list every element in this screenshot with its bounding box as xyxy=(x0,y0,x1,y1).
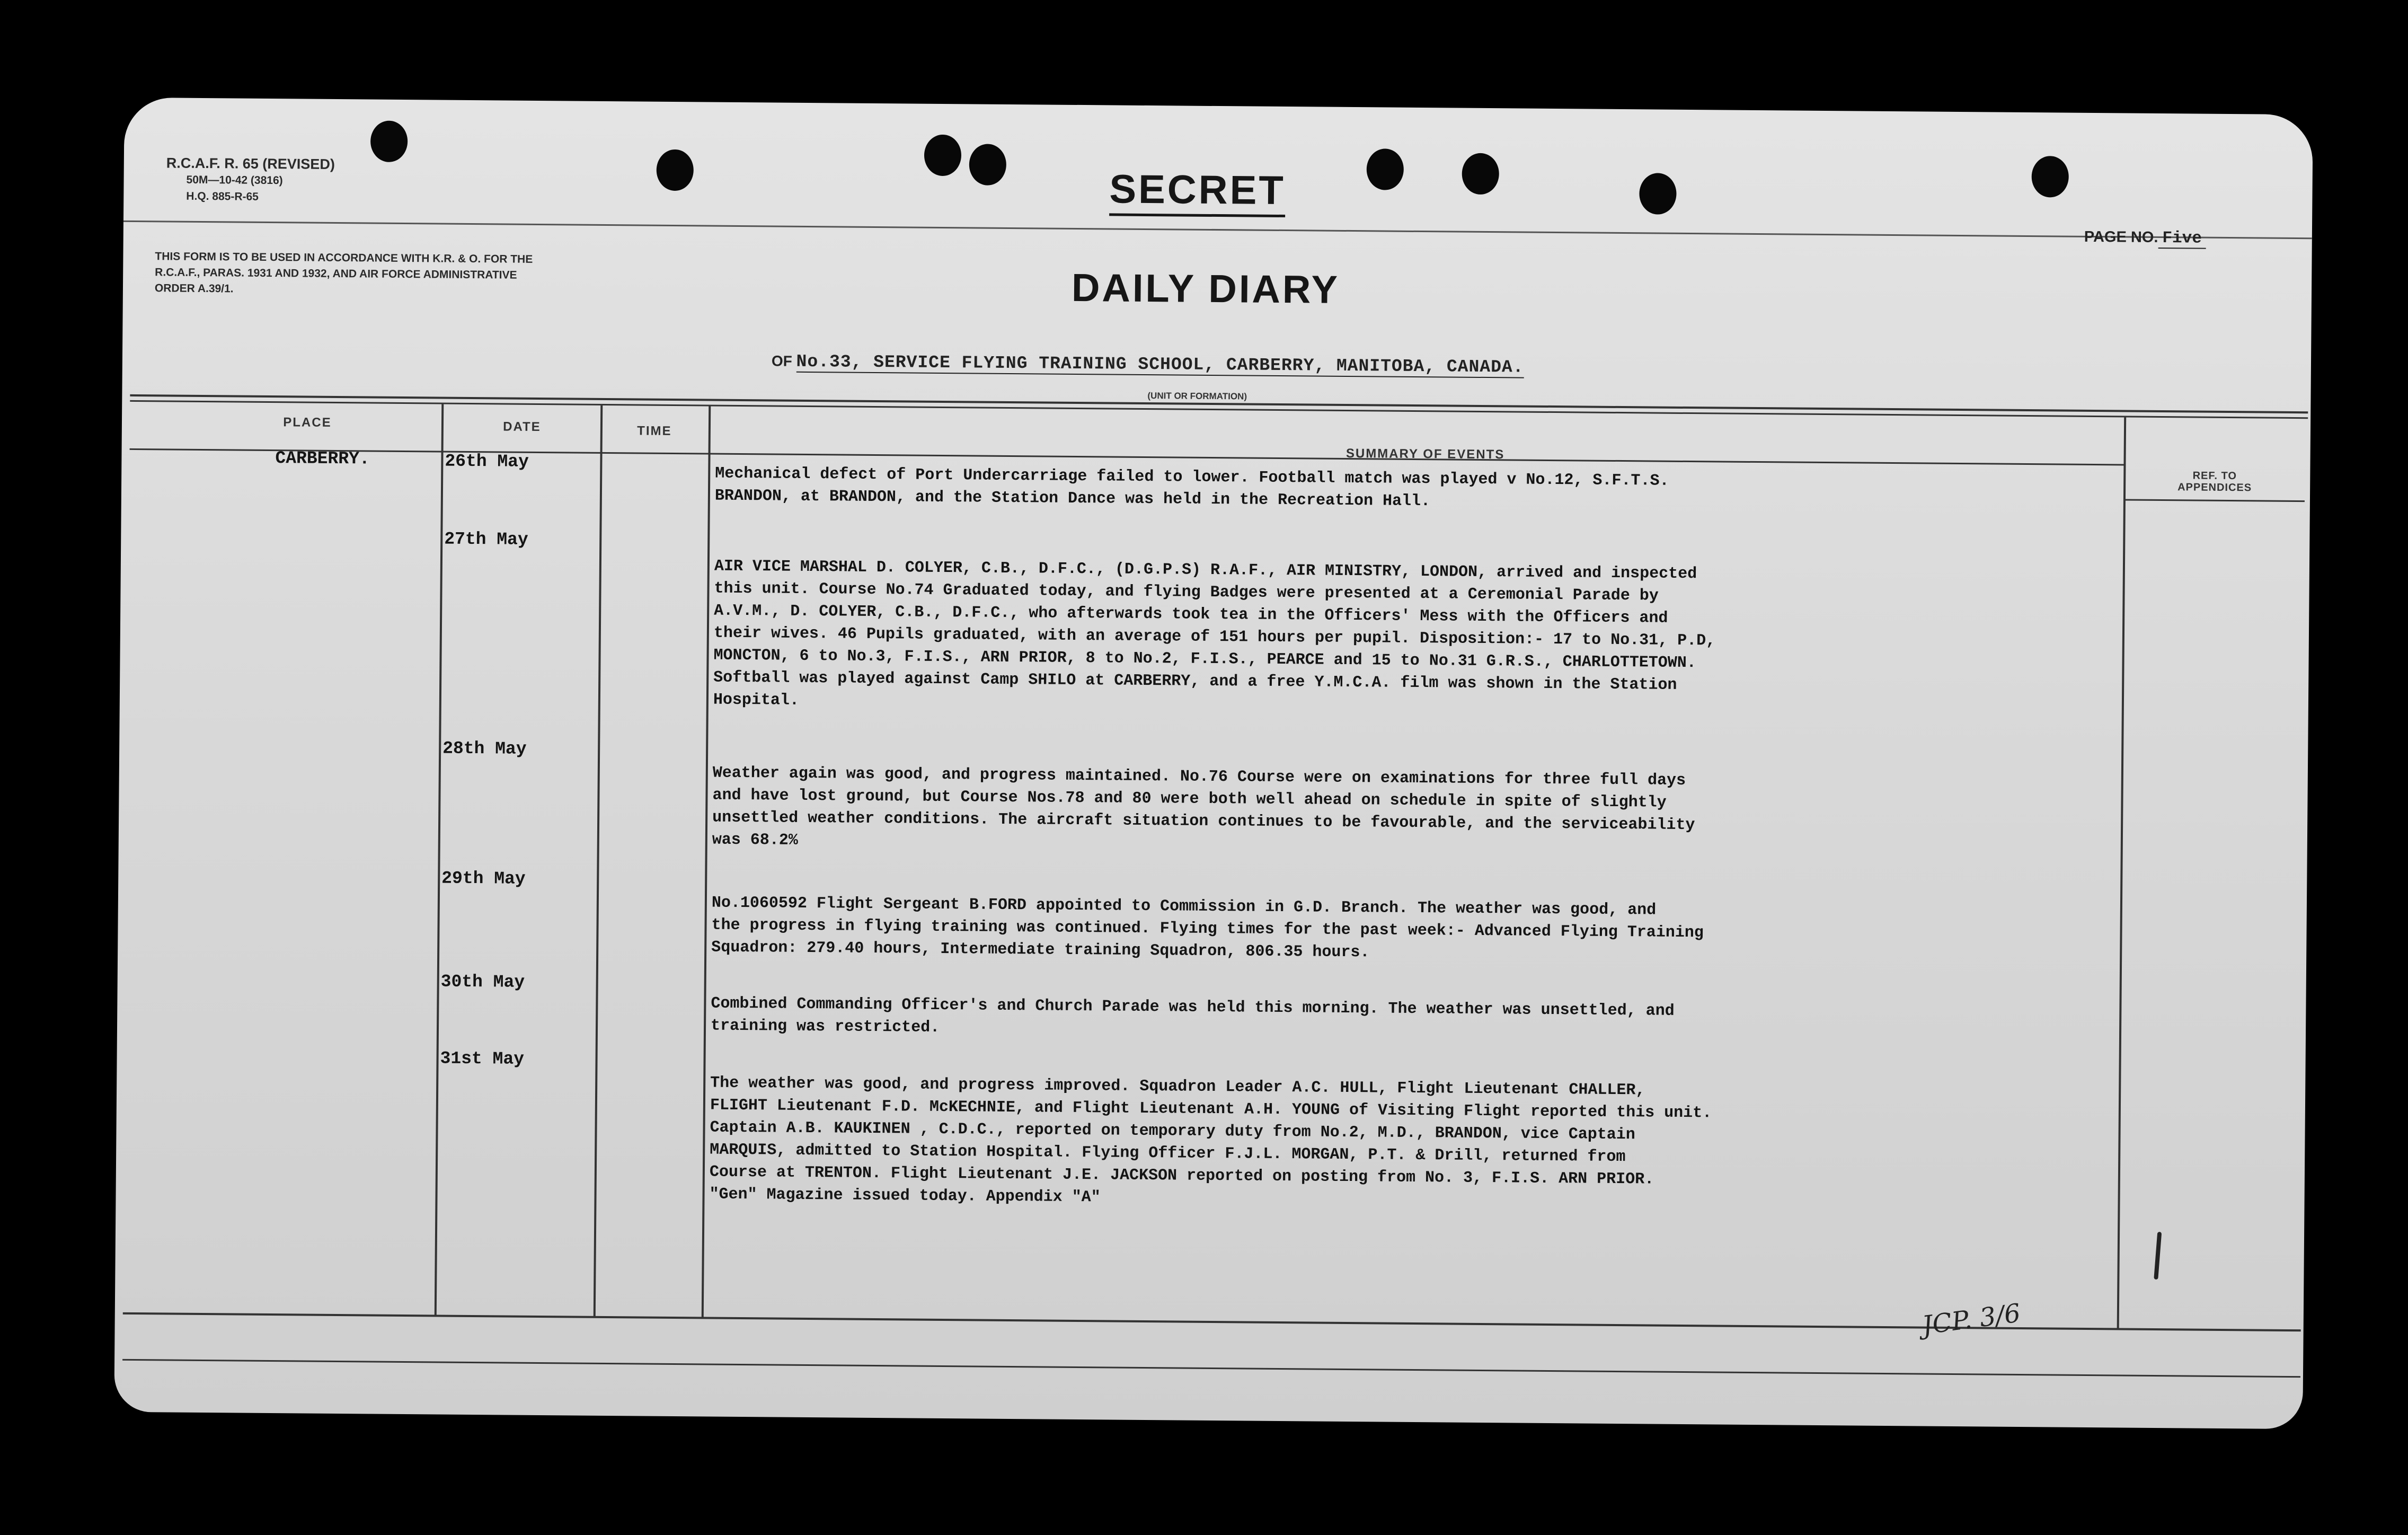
entry-text: Mechanical defect of Port Undercarriage failed to lower. Football match was played v No.12, S.F.T.S. BRANDON, at BRANDON, and the Station Dance was held in the Recreation Hall. xyxy=(714,464,1669,511)
column-divider xyxy=(2117,417,2127,1329)
form-reference xyxy=(166,155,335,205)
column-header-ref xyxy=(2130,470,2299,495)
entry-date: 28th May xyxy=(442,738,527,759)
page-value: Five xyxy=(2158,229,2206,249)
form-number: R.C.A.F. R. 65 (REVISED) xyxy=(166,155,335,172)
ref-label-line2: APPENDICES xyxy=(2177,481,2252,494)
classification-stamp: SECRET xyxy=(1109,166,1286,217)
column-header-time: TIME xyxy=(637,424,672,438)
column-header-date: DATE xyxy=(503,419,541,435)
column-header-place: PLACE xyxy=(283,415,332,430)
page-title: DAILY DIARY xyxy=(1071,265,1340,312)
column-divider xyxy=(594,405,603,1317)
punch-hole xyxy=(1462,153,1499,195)
diary-form-card xyxy=(114,98,2313,1429)
entry-date: 27th May xyxy=(444,529,528,550)
entry-date: 29th May xyxy=(441,868,526,889)
header-rule xyxy=(130,448,2125,466)
entry-date: 31st May xyxy=(440,1048,525,1069)
punch-hole xyxy=(1367,148,1404,190)
entry-text: The weather was good, and progress improved. Squadron Leader A.C. HULL, Flight Lieutenant CHALLER, FLIGHT Lieutenant F.D. McKECHNIE, and Flight Lieutenant A.H. YOUNG of Visiting Flight reported this unit. Captain A.B. KAUKINEN , C.D.C., reported on temporary duty from No.2, M.D., BRANDON, vice Captain MARQUIS, admitted to Station Hospital. Flying Officer F.J.L. MORGAN, P.T. & Drill, returned from Course at TRENTON. Flight Lieutenant J.E. JACKSON reported on posting from No. 3, F.I.S. ARN PRIOR. "Gen" Magazine issued today. Appendix "A" xyxy=(709,1074,1712,1207)
punch-hole xyxy=(370,120,408,162)
punch-hole xyxy=(656,149,694,191)
pen-mark xyxy=(2154,1232,2162,1280)
form-instructions: THIS FORM IS TO BE USED IN ACCORDANCE WITH K.R. & O. FOR THE R.C.A.F., PARAS. 1931 AND 1932, AND AIR FORCE ADMINISTRATIVE ORDER A.39/1. xyxy=(154,250,533,295)
unit-caption: (UNIT OR FORMATION) xyxy=(1147,391,1247,402)
punch-hole xyxy=(924,135,962,177)
entry-text: Combined Commanding Officer's and Church Parade was held this morning. The weather was unsettled, and training was restricted. xyxy=(710,994,1675,1037)
punch-hole xyxy=(969,144,1007,186)
column-header-summary: SUMMARY OF EVENTS xyxy=(1345,446,1505,462)
header-rule xyxy=(2124,499,2305,502)
page-label: PAGE NO. xyxy=(2084,228,2158,246)
entry-date: 26th May xyxy=(445,451,529,472)
handwritten-initials: JCP. 3/6 xyxy=(1920,1298,2022,1341)
entry-date: 30th May xyxy=(440,972,525,992)
entry-text: AIR VICE MARSHAL D. COLYER, C.B., D.F.C., (D.G.P.S) R.A.F., AIR MINISTRY, LONDON, arrived and inspected this unit. Course No.74 Graduated today, and flying Badges were presented at a Ceremonial Parade by A.V.M., D. COLYER, C.B., D.F.C., who afterwards took tea in the Officers' Mess with the Officers and their wives. 46 Pupils graduated, with an average of 151 hours per pupil. Disposition:- 17 to No.31, P.D, MONCTON, 6 to No.3, F.I.S., ARN PRIOR, 8 to No.2, F.I.S., PEARCE and 15 to No.31 G.R.S., CHARLOTTETOWN. Softball was played against Camp SHILO at CARBERRY, and a free Y.M.C.A. film was shown in the Station Hospital. xyxy=(713,557,1716,710)
column-divider xyxy=(435,404,444,1316)
unit-line xyxy=(772,351,1524,377)
entry-text: Weather again was good, and progress maintained. No.76 Course were on examinations for three full days and have lost ground, but Course Nos.78 and 80 were both well ahead on schedule in spite of slightly unsettled weather conditions. The aircraft situation continues to be favourable, and the serviceability was 68.2% xyxy=(712,764,1695,850)
entry-text: No.1060592 Flight Sergeant B.FORD appointed to Commission in G.D. Branch. The weather was good, and the progress in flying training was continued. Flying times for the past week:- Advanced Flying Training Squadron: 279.40 hours, Intermediate training Squadron, 806.35 hours. xyxy=(711,894,1704,962)
punch-hole xyxy=(2031,156,2069,198)
divider xyxy=(123,220,2312,239)
ref-label-line1: REF. TO xyxy=(2192,470,2237,482)
table-bottom-rule xyxy=(122,1359,2300,1378)
print-code: 50M—10-42 (3816) xyxy=(186,173,283,187)
place-cell: CARBERRY. xyxy=(275,448,370,469)
unit-value: No.33, SERVICE FLYING TRAINING SCHOOL, CARBERRY, MANITOBA, CANADA. xyxy=(796,351,1524,377)
unit-prefix: OF xyxy=(771,352,792,369)
punch-hole xyxy=(1639,173,1677,215)
page-number xyxy=(2084,228,2206,249)
hq-file: H.Q. 885-R-65 xyxy=(186,190,259,203)
